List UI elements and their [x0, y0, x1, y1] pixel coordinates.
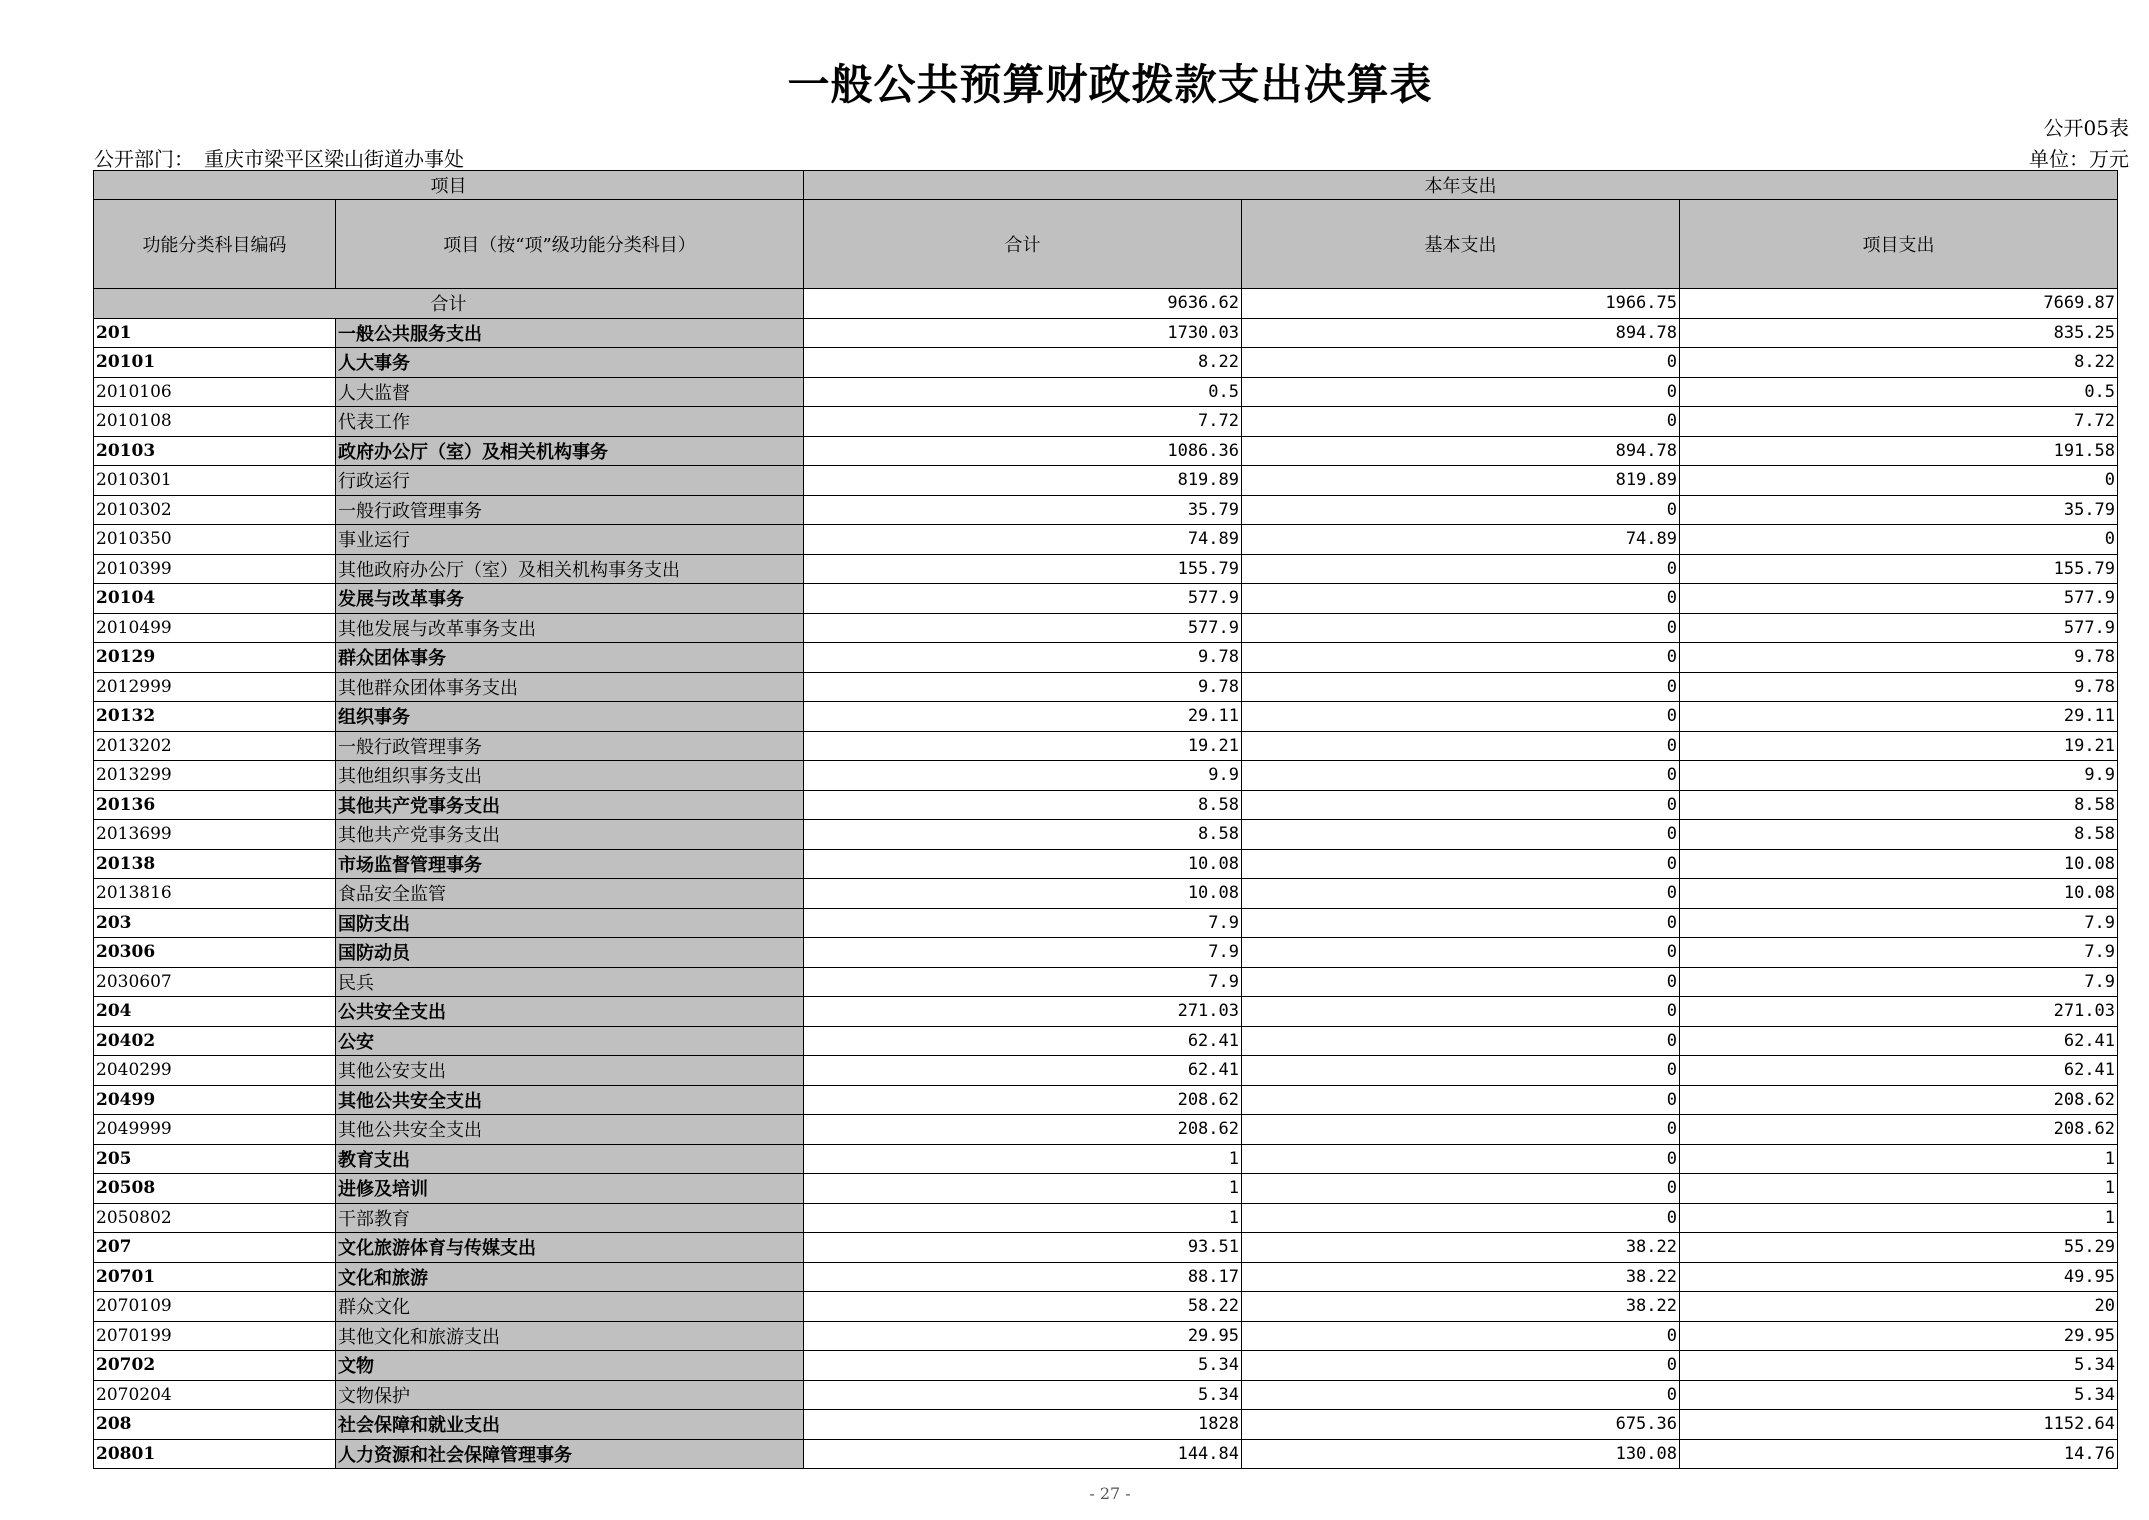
table-row — [94, 761, 2118, 791]
row-name: 其他共产党事务支出 — [336, 790, 804, 820]
row-program: 1 — [1680, 1144, 2118, 1174]
total-program: 7669.87 — [1680, 289, 2118, 319]
row-program: 191.58 — [1680, 436, 2118, 466]
row-total: 29.11 — [804, 702, 1242, 732]
table-row — [94, 466, 2118, 496]
row-code: 20136 — [94, 790, 336, 820]
row-total: 8.58 — [804, 820, 1242, 850]
page-number: - 27 - — [1089, 1484, 1131, 1503]
row-basic: 0 — [1242, 702, 1680, 732]
table-row — [94, 318, 2118, 348]
expenditure-table — [93, 170, 2118, 1469]
row-code: 2030607 — [94, 967, 336, 997]
row-code: 2040299 — [94, 1056, 336, 1086]
row-basic: 819.89 — [1242, 466, 1680, 496]
row-basic: 0 — [1242, 613, 1680, 643]
table-row — [94, 1144, 2118, 1174]
row-total: 10.08 — [804, 879, 1242, 909]
row-program: 0 — [1680, 466, 2118, 496]
row-basic: 0 — [1242, 1056, 1680, 1086]
row-name: 文物保护 — [336, 1380, 804, 1410]
row-code: 2070199 — [94, 1321, 336, 1351]
table-row — [94, 1351, 2118, 1381]
row-name: 群众团体事务 — [336, 643, 804, 673]
row-name: 一般公共服务支出 — [336, 318, 804, 348]
row-program: 8.58 — [1680, 790, 2118, 820]
row-name: 其他公安支出 — [336, 1056, 804, 1086]
row-code: 2010399 — [94, 554, 336, 584]
row-basic: 0 — [1242, 1174, 1680, 1204]
row-name: 其他公共安全支出 — [336, 1085, 804, 1115]
row-program: 19.21 — [1680, 731, 2118, 761]
row-name: 其他政府办公厅（室）及相关机构事务支出 — [336, 554, 804, 584]
row-program: 9.78 — [1680, 643, 2118, 673]
row-total: 577.9 — [804, 613, 1242, 643]
row-total: 1730.03 — [804, 318, 1242, 348]
row-name: 进修及培训 — [336, 1174, 804, 1204]
table-row — [94, 1380, 2118, 1410]
row-code: 20702 — [94, 1351, 336, 1381]
row-basic: 0 — [1242, 1085, 1680, 1115]
table-row — [94, 613, 2118, 643]
table-row — [94, 849, 2118, 879]
row-total: 7.9 — [804, 938, 1242, 968]
row-program: 271.03 — [1680, 997, 2118, 1027]
row-program: 35.79 — [1680, 495, 2118, 525]
row-total: 5.34 — [804, 1351, 1242, 1381]
row-total: 271.03 — [804, 997, 1242, 1027]
table-row — [94, 1439, 2118, 1469]
table-row — [94, 702, 2118, 732]
row-basic: 0 — [1242, 908, 1680, 938]
row-total: 577.9 — [804, 584, 1242, 614]
row-basic: 0 — [1242, 1026, 1680, 1056]
row-program: 7.72 — [1680, 407, 2118, 437]
table-row — [94, 820, 2118, 850]
row-code: 2012999 — [94, 672, 336, 702]
row-basic: 38.22 — [1242, 1262, 1680, 1292]
row-name: 教育支出 — [336, 1144, 804, 1174]
row-program: 208.62 — [1680, 1115, 2118, 1145]
row-program: 8.22 — [1680, 348, 2118, 378]
row-program: 5.34 — [1680, 1351, 2118, 1381]
row-basic: 74.89 — [1242, 525, 1680, 555]
row-total: 1 — [804, 1174, 1242, 1204]
row-total: 1 — [804, 1144, 1242, 1174]
row-code: 2070109 — [94, 1292, 336, 1322]
row-basic: 0 — [1242, 938, 1680, 968]
row-code: 204 — [94, 997, 336, 1027]
row-code: 2070204 — [94, 1380, 336, 1410]
row-name: 事业运行 — [336, 525, 804, 555]
row-basic: 675.36 — [1242, 1410, 1680, 1440]
row-basic: 0 — [1242, 1380, 1680, 1410]
row-total: 1086.36 — [804, 436, 1242, 466]
row-program: 577.9 — [1680, 584, 2118, 614]
header-program: 项目支出 — [1680, 200, 2118, 289]
row-name: 社会保障和就业支出 — [336, 1410, 804, 1440]
header-code: 功能分类科目编码 — [94, 200, 336, 289]
row-name: 代表工作 — [336, 407, 804, 437]
row-program: 1152.64 — [1680, 1410, 2118, 1440]
row-total: 62.41 — [804, 1026, 1242, 1056]
row-name: 民兵 — [336, 967, 804, 997]
row-basic: 894.78 — [1242, 318, 1680, 348]
row-program: 14.76 — [1680, 1439, 2118, 1469]
row-code: 2010108 — [94, 407, 336, 437]
table-row — [94, 938, 2118, 968]
row-total: 58.22 — [804, 1292, 1242, 1322]
table-row — [94, 1233, 2118, 1263]
row-name: 人大事务 — [336, 348, 804, 378]
row-code: 20499 — [94, 1085, 336, 1115]
row-program: 49.95 — [1680, 1262, 2118, 1292]
row-name: 公共安全支出 — [336, 997, 804, 1027]
row-name: 干部教育 — [336, 1203, 804, 1233]
header-total: 合计 — [804, 200, 1242, 289]
row-program: 5.34 — [1680, 1380, 2118, 1410]
table-row — [94, 554, 2118, 584]
row-total: 19.21 — [804, 731, 1242, 761]
table-row — [94, 908, 2118, 938]
row-code: 20402 — [94, 1026, 336, 1056]
row-program: 55.29 — [1680, 1233, 2118, 1263]
form-number: 公开05表 — [2043, 116, 2129, 140]
table-row — [94, 1174, 2118, 1204]
row-code: 2050802 — [94, 1203, 336, 1233]
row-program: 29.95 — [1680, 1321, 2118, 1351]
row-total: 155.79 — [804, 554, 1242, 584]
table-row — [94, 495, 2118, 525]
row-total: 208.62 — [804, 1085, 1242, 1115]
row-basic: 0 — [1242, 1351, 1680, 1381]
row-name: 其他公共安全支出 — [336, 1115, 804, 1145]
row-basic: 0 — [1242, 495, 1680, 525]
row-name: 国防支出 — [336, 908, 804, 938]
table-row — [94, 377, 2118, 407]
row-name: 其他发展与改革事务支出 — [336, 613, 804, 643]
row-code: 2010302 — [94, 495, 336, 525]
row-program: 0.5 — [1680, 377, 2118, 407]
row-code: 2013816 — [94, 879, 336, 909]
header-project: 项目 — [94, 171, 804, 200]
row-basic: 0 — [1242, 820, 1680, 850]
row-program: 10.08 — [1680, 849, 2118, 879]
row-code: 20132 — [94, 702, 336, 732]
table-row — [94, 1262, 2118, 1292]
row-basic: 0 — [1242, 1144, 1680, 1174]
row-name: 公安 — [336, 1026, 804, 1056]
row-name: 发展与改革事务 — [336, 584, 804, 614]
row-total: 88.17 — [804, 1262, 1242, 1292]
total-label: 合计 — [94, 289, 804, 319]
row-name: 食品安全监管 — [336, 879, 804, 909]
row-total: 1828 — [804, 1410, 1242, 1440]
table-row — [94, 1410, 2118, 1440]
row-code: 205 — [94, 1144, 336, 1174]
row-basic: 0 — [1242, 584, 1680, 614]
table-row — [94, 1203, 2118, 1233]
table-row — [94, 731, 2118, 761]
row-total: 35.79 — [804, 495, 1242, 525]
row-program: 9.78 — [1680, 672, 2118, 702]
row-program: 155.79 — [1680, 554, 2118, 584]
row-name: 一般行政管理事务 — [336, 731, 804, 761]
row-basic: 0 — [1242, 967, 1680, 997]
table-row — [94, 436, 2118, 466]
table-row — [94, 584, 2118, 614]
row-basic: 0 — [1242, 643, 1680, 673]
header-basic: 基本支出 — [1242, 200, 1680, 289]
total-sum: 9636.62 — [804, 289, 1242, 319]
row-total: 8.58 — [804, 790, 1242, 820]
row-code: 20306 — [94, 938, 336, 968]
table-row — [94, 672, 2118, 702]
row-program: 20 — [1680, 1292, 2118, 1322]
row-program: 9.9 — [1680, 761, 2118, 791]
row-code: 20138 — [94, 849, 336, 879]
row-name: 文化和旅游 — [336, 1262, 804, 1292]
row-basic: 38.22 — [1242, 1292, 1680, 1322]
row-program: 29.11 — [1680, 702, 2118, 732]
row-program: 7.9 — [1680, 938, 2118, 968]
row-total: 74.89 — [804, 525, 1242, 555]
row-basic: 0 — [1242, 348, 1680, 378]
table-row — [94, 643, 2118, 673]
row-code: 2010301 — [94, 466, 336, 496]
row-name: 国防动员 — [336, 938, 804, 968]
row-basic: 0 — [1242, 761, 1680, 791]
row-basic: 0 — [1242, 879, 1680, 909]
header-current-year: 本年支出 — [804, 171, 2118, 200]
row-name: 其他文化和旅游支出 — [336, 1321, 804, 1351]
row-total: 9.9 — [804, 761, 1242, 791]
row-name: 人大监督 — [336, 377, 804, 407]
total-row — [94, 289, 2118, 319]
row-basic: 0 — [1242, 1115, 1680, 1145]
row-basic: 0 — [1242, 672, 1680, 702]
row-code: 20104 — [94, 584, 336, 614]
row-name: 人力资源和社会保障管理事务 — [336, 1439, 804, 1469]
row-code: 20801 — [94, 1439, 336, 1469]
table-row — [94, 1321, 2118, 1351]
row-program: 0 — [1680, 525, 2118, 555]
row-code: 20508 — [94, 1174, 336, 1204]
row-code: 2013202 — [94, 731, 336, 761]
row-program: 62.41 — [1680, 1056, 2118, 1086]
row-basic: 894.78 — [1242, 436, 1680, 466]
row-basic: 0 — [1242, 790, 1680, 820]
row-code: 208 — [94, 1410, 336, 1440]
row-program: 1 — [1680, 1203, 2118, 1233]
table-row — [94, 525, 2118, 555]
row-program: 1 — [1680, 1174, 2118, 1204]
row-code: 20701 — [94, 1262, 336, 1292]
row-name: 文化旅游体育与传媒支出 — [336, 1233, 804, 1263]
row-name: 组织事务 — [336, 702, 804, 732]
row-total: 0.5 — [804, 377, 1242, 407]
row-name: 市场监督管理事务 — [336, 849, 804, 879]
row-program: 835.25 — [1680, 318, 2118, 348]
table-row — [94, 407, 2118, 437]
row-total: 819.89 — [804, 466, 1242, 496]
row-code: 203 — [94, 908, 336, 938]
row-total: 7.72 — [804, 407, 1242, 437]
row-basic: 0 — [1242, 849, 1680, 879]
row-code: 2010106 — [94, 377, 336, 407]
table-row — [94, 790, 2118, 820]
page-title: 一般公共预算财政拨款支出决算表 — [787, 60, 1433, 109]
row-total: 9.78 — [804, 643, 1242, 673]
table-row — [94, 1115, 2118, 1145]
row-basic: 0 — [1242, 997, 1680, 1027]
table-row — [94, 1026, 2118, 1056]
row-program: 208.62 — [1680, 1085, 2118, 1115]
row-program: 577.9 — [1680, 613, 2118, 643]
row-total: 62.41 — [804, 1056, 1242, 1086]
table-row — [94, 1085, 2118, 1115]
row-basic: 130.08 — [1242, 1439, 1680, 1469]
row-name: 政府办公厅（室）及相关机构事务 — [336, 436, 804, 466]
table-row — [94, 348, 2118, 378]
row-code: 20101 — [94, 348, 336, 378]
row-code: 2013299 — [94, 761, 336, 791]
row-program: 7.9 — [1680, 908, 2118, 938]
row-total: 1 — [804, 1203, 1242, 1233]
row-program: 8.58 — [1680, 820, 2118, 850]
header-name: 项目（按“项”级功能分类科目） — [336, 200, 804, 289]
row-code: 207 — [94, 1233, 336, 1263]
row-basic: 0 — [1242, 731, 1680, 761]
row-name: 其他群众团体事务支出 — [336, 672, 804, 702]
row-code: 2049999 — [94, 1115, 336, 1145]
row-program: 62.41 — [1680, 1026, 2118, 1056]
row-total: 29.95 — [804, 1321, 1242, 1351]
row-name: 其他组织事务支出 — [336, 761, 804, 791]
row-name: 文物 — [336, 1351, 804, 1381]
row-total: 144.84 — [804, 1439, 1242, 1469]
row-total: 208.62 — [804, 1115, 1242, 1145]
row-code: 2013699 — [94, 820, 336, 850]
row-total: 8.22 — [804, 348, 1242, 378]
table-row — [94, 1292, 2118, 1322]
table-row — [94, 997, 2118, 1027]
row-code: 2010499 — [94, 613, 336, 643]
row-basic: 0 — [1242, 1321, 1680, 1351]
row-total: 93.51 — [804, 1233, 1242, 1263]
row-name: 群众文化 — [336, 1292, 804, 1322]
table-row — [94, 967, 2118, 997]
row-basic: 38.22 — [1242, 1233, 1680, 1263]
row-code: 2010350 — [94, 525, 336, 555]
department-label: 公开部门： 重庆市梁平区梁山街道办事处 — [94, 147, 464, 171]
row-basic: 0 — [1242, 1203, 1680, 1233]
total-basic: 1966.75 — [1242, 289, 1680, 319]
row-code: 20103 — [94, 436, 336, 466]
table-row — [94, 1056, 2118, 1086]
row-code: 201 — [94, 318, 336, 348]
row-name: 行政运行 — [336, 466, 804, 496]
row-basic: 0 — [1242, 554, 1680, 584]
unit-label: 单位：万元 — [2029, 147, 2129, 171]
row-name: 一般行政管理事务 — [336, 495, 804, 525]
row-total: 5.34 — [804, 1380, 1242, 1410]
row-basic: 0 — [1242, 407, 1680, 437]
row-basic: 0 — [1242, 377, 1680, 407]
row-name: 其他共产党事务支出 — [336, 820, 804, 850]
row-total: 7.9 — [804, 908, 1242, 938]
row-total: 10.08 — [804, 849, 1242, 879]
row-program: 7.9 — [1680, 967, 2118, 997]
row-total: 7.9 — [804, 967, 1242, 997]
row-program: 10.08 — [1680, 879, 2118, 909]
table-row — [94, 879, 2118, 909]
row-total: 9.78 — [804, 672, 1242, 702]
row-code: 20129 — [94, 643, 336, 673]
